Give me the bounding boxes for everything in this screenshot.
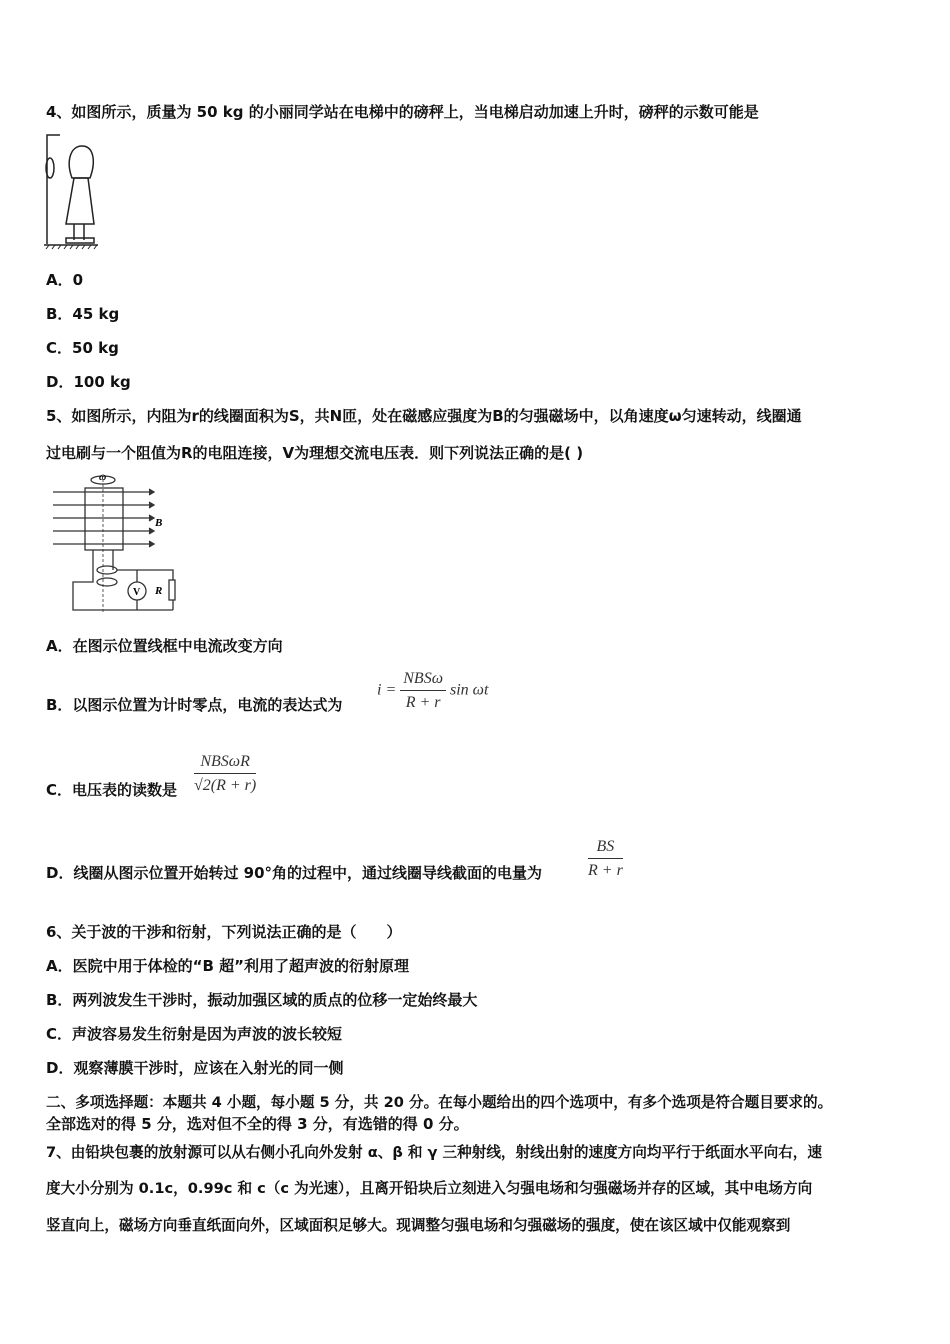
q6-option-b: B．两列波发生干涉时，振动加强区域的质点的位移一定始终最大 <box>46 991 478 1009</box>
q4-option-a: A．0 <box>46 271 84 289</box>
formula-denominator: R + r <box>405 694 441 711</box>
b-field-label: B <box>155 517 163 529</box>
q4-option-c: C．50 kg <box>46 339 119 357</box>
section2-line1: 二、多项选择题：本题共 4 小题，每小题 5 分，共 20 分。在每小题给出的四个选项中，有多个选项是符合题目要求的。 <box>46 1094 833 1111</box>
q5-option-b: B．以图示位置为计时零点，电流的表达式为 <box>46 696 343 714</box>
q6-stem: 6、关于波的干涉和衍射，下列说法正确的是（ ） <box>46 923 402 941</box>
q4-stem: 4、如图所示，质量为 50 kg 的小丽同学站在电梯中的磅秤上，当电梯启动加速上升时，磅秤的示数可能是 <box>46 103 759 121</box>
formula-denominator: √2(R + r) <box>194 777 257 794</box>
q6-option-c: C．声波容易发生衍射是因为声波的波长较短 <box>46 1025 343 1043</box>
q6-option-d: D．观察薄膜干涉时，应该在入射光的同一侧 <box>46 1059 344 1077</box>
q5-option-d: D．线圈从图示位置开始转过 90°角的过程中，通过线圈导线截面的电量为 <box>46 864 543 882</box>
rotating-coil-circuit-figure <box>45 472 185 620</box>
formula-lhs: i = <box>377 681 397 699</box>
formula-denominator: R + r <box>588 862 623 879</box>
q4-option-d: D．100 kg <box>46 373 131 391</box>
q7-line2: 度大小分别为 0.1c，0.99c 和 c（c 为光速），且离开铅块后立刻进入匀强电场和匀强磁场并存的区域，其中电场方向 <box>46 1180 813 1197</box>
q5-option-c: C．电压表的读数是 <box>46 781 178 799</box>
voltmeter-label: V <box>133 587 141 598</box>
q5-stem-line2: 过电刷与一个阻值为R的电阻连接，V为理想交流电压表．则下列说法正确的是( ) <box>46 444 584 462</box>
formula-numerator: NBSωR <box>194 753 256 774</box>
q5-option-a: A．在图示位置线框中电流改变方向 <box>46 637 283 655</box>
resistor-label: R <box>155 585 163 597</box>
q7-line1: 7、由铅块包裹的放射源可以从右侧小孔向外发射 α、β 和 γ 三种射线，射线出射的速度方向均平行于纸面水平向右，速 <box>46 1144 822 1161</box>
omega-label: ω <box>99 472 107 483</box>
q5-option-b-formula <box>377 670 488 712</box>
formula-numerator: BS <box>588 838 623 859</box>
q5-option-d-formula <box>588 838 623 880</box>
q6-option-a: A．医院中用于体检的“B 超”利用了超声波的衍射原理 <box>46 957 409 975</box>
q7-line3: 竖直向上，磁场方向垂直纸面向外，区域面积足够大。现调整匀强电场和匀强磁场的强度，使在该区域中仅能观察到 <box>46 1217 791 1234</box>
formula-tail: sin ωt <box>450 681 489 699</box>
q5-stem-line1: 5、如图所示，内阻为r的线圈面积为S，共N匝，处在磁感应强度为B的匀强磁场中，以角速度ω匀速转动，线圈通 <box>46 407 802 425</box>
section2-line2: 全部选对的得 5 分，选对但不全的得 3 分，有选错的得 0 分。 <box>46 1115 469 1133</box>
girl-on-scale-figure <box>44 132 104 250</box>
q4-option-b: B．45 kg <box>46 305 120 323</box>
q5-option-c-formula <box>194 753 256 795</box>
formula-numerator: NBSω <box>400 670 446 691</box>
